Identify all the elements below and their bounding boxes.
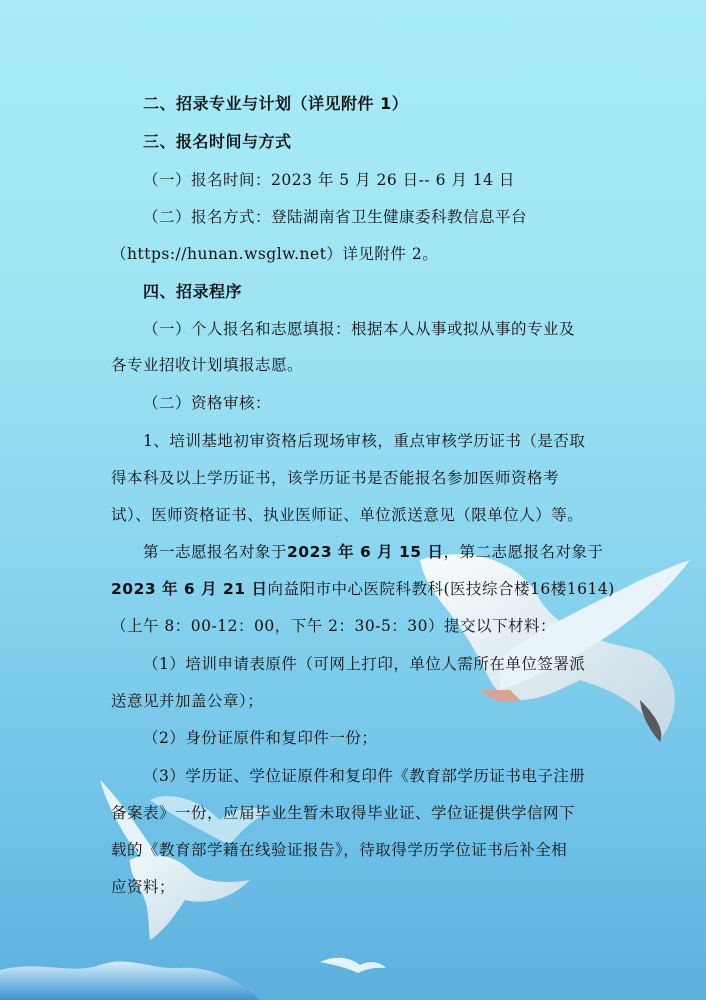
deadline-first-choice-label: 第一志愿报名对象于 <box>143 543 288 561</box>
section-4-step-1-line-2: 各专业招收计划填报志愿。 <box>111 356 304 374</box>
material-1-line-2: 送意见并加盖公章）； <box>111 692 264 710</box>
deadline-line-1 <box>143 542 604 562</box>
section-2-heading: 二、招录专业与计划（详见附件 1） <box>143 94 409 113</box>
review-item-1-line-2: 得本科及以上学历证书，该学历证书是否能报名参加医师资格考 <box>111 469 560 487</box>
deadline-second-choice-date: 2023 年 6 月 21 日 <box>111 580 268 598</box>
section-4-step-2: （二）资格审核： <box>143 394 272 412</box>
deadline-line-2 <box>111 579 615 599</box>
deadline-location: 向益阳市中心医院科教科(医技综合楼16楼1614) <box>267 580 615 598</box>
material-3-line-4: 应资料； <box>111 878 176 896</box>
section-4-step-1-line-1: （一）个人报名和志愿填报：根据本人从事或拟从事的专业及 <box>143 320 576 338</box>
section-3-registration-url: （https://hunan.wsglw.net）详见附件 2。 <box>111 245 439 263</box>
review-item-1-line-1: 1、培训基地初审资格后现场审核，重点审核学历证书（是否取 <box>143 432 586 450</box>
deadline-hours: （上午 8：00-12：00，下午 2：30-5：30）提交以下材料： <box>111 617 557 635</box>
section-4-heading: 四、招录程序 <box>143 282 243 301</box>
material-2: （2）身份证原件和复印件一份； <box>143 729 378 747</box>
deadline-second-choice-label: ，第二志愿报名对象于 <box>443 543 604 561</box>
material-3-line-2: 备案表》一份，应届毕业生暂未取得毕业证、学位证提供学信网下 <box>111 804 576 822</box>
section-3-heading: 三、报名时间与方式 <box>143 132 292 151</box>
section-3-registration-time: （一）报名时间：2023 年 5 月 26 日-- 6 月 14 日 <box>143 171 515 189</box>
deadline-first-choice-date: 2023 年 6 月 15 日 <box>287 543 444 561</box>
material-1-line-1: （1）培训申请表原件（可网上打印，单位人需所在单位签署派 <box>143 655 586 673</box>
section-3-registration-method: （二）报名方式：登陆湖南省卫生健康委科教信息平台 <box>143 208 528 226</box>
review-item-1-line-3: 试）、医师资格证书、执业医师证、单位派送意见（限单位人）等。 <box>111 506 584 524</box>
material-3-line-3: 载的《教育部学籍在线验证报告》，待取得学历学位证书后补全相 <box>111 841 568 859</box>
material-3-line-1: （3）学历证、学位证原件和复印件《教育部学历证书电子注册 <box>143 767 586 785</box>
